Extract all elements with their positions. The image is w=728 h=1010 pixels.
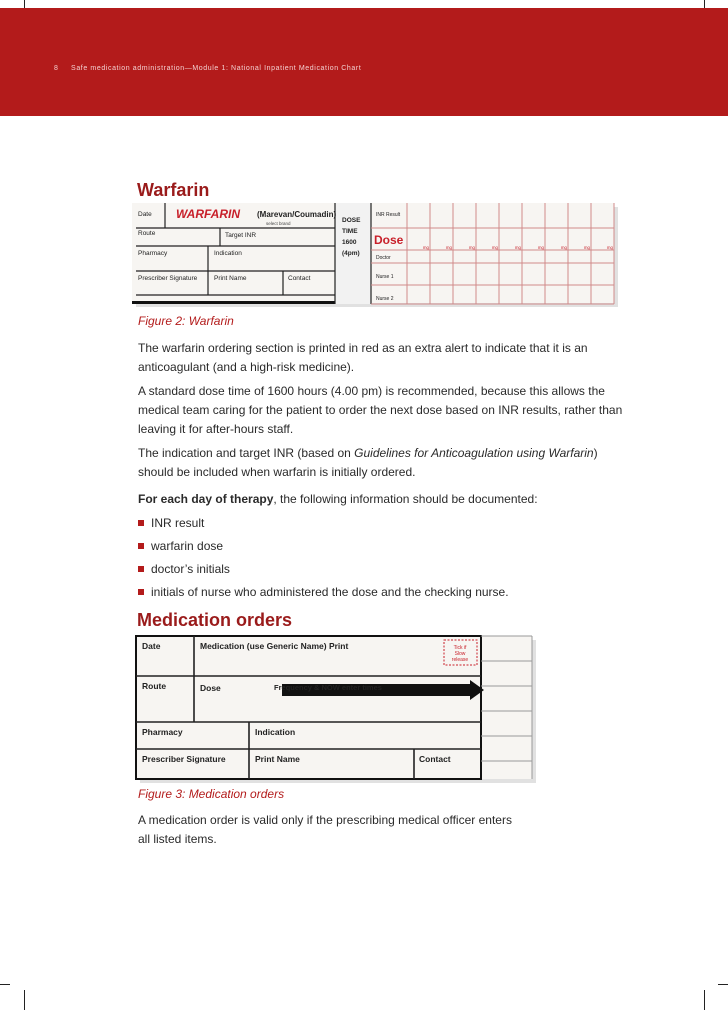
mo-date-label: Date: [142, 641, 161, 651]
wf-mg-unit: mg: [538, 245, 544, 250]
wf-brand: (Marevan/Coumadin): [257, 210, 337, 219]
wf-nurse2-label: Nurse 2: [376, 296, 394, 302]
wf-nurse1-label: Nurse 1: [376, 274, 394, 280]
wf-mg-unit: mg: [469, 245, 475, 250]
para-line-1: A medication order is valid only if the prescribing medical officer enters: [138, 813, 512, 827]
wf-inr-result-label: INR Result: [376, 212, 401, 218]
crop-mark: [24, 990, 25, 1010]
wf-warfarin-word: WARFARIN: [176, 207, 240, 221]
warfarin-para-2: A standard dose time of 1600 hours (4.00 pm) is recommended, because this allows the medical team caring for the patient to order the next dose based on INR results, rather than leaving it for after-hours staff.: [138, 384, 623, 436]
crop-mark: [704, 990, 705, 1010]
mo-dose-label: Dose: [200, 683, 221, 693]
wf-dose-time-line4: (4pm): [342, 250, 360, 257]
para-3-text-a: The indication and target INR (based on: [138, 446, 355, 460]
warfarin-figure: [130, 203, 620, 309]
mo-indication-label: Indication: [255, 727, 296, 737]
mo-tick-line1: Tick if: [453, 645, 467, 651]
wf-dose-time-line2: TIME: [342, 228, 358, 235]
list-item: doctor’s initials: [138, 560, 624, 583]
therapy-documentation-list: [138, 514, 624, 606]
wf-select-brand: select brand: [266, 221, 291, 226]
wf-contact-label: Contact: [288, 275, 311, 282]
wf-pharmacy-label: Pharmacy: [138, 250, 168, 257]
medication-orders-heading: Medication orders: [137, 610, 293, 630]
figure-3-caption: Figure 3: Medication orders: [138, 787, 285, 801]
mo-frequency-label: Frequency & NOW enter times: [274, 683, 382, 692]
wf-mg-unit: mg: [446, 245, 452, 250]
wf-print-name-label: Print Name: [214, 275, 247, 282]
mo-tick-line3: release: [451, 657, 469, 663]
wf-target-inr-label: Target INR: [225, 232, 257, 239]
list-item: warfarin dose: [138, 537, 624, 560]
medication-orders-para: [138, 811, 624, 849]
para-3-text-b: ) should be included when warfarin is initially ordered.: [138, 446, 598, 479]
bullet-square-icon: [138, 520, 144, 526]
warfarin-heading: Warfarin: [137, 180, 210, 200]
wf-mg-unit: mg: [584, 245, 590, 250]
wf-mg-unit: mg: [492, 245, 498, 250]
mo-pharmacy-label: Pharmacy: [142, 727, 183, 737]
mo-prescriber-label: Prescriber Signature: [142, 754, 226, 764]
wf-dose-time-line3: 1600: [342, 239, 357, 246]
wf-mg-unit: mg: [423, 245, 429, 250]
bullet-square-icon: [138, 543, 144, 549]
mo-tick-line2: Slow: [454, 651, 466, 657]
figure-2-caption: Figure 2: Warfarin: [138, 314, 234, 328]
crop-mark: [0, 984, 10, 985]
warfarin-para-4: [138, 490, 624, 509]
warfarin-para-1: The warfarin ordering section is printed in red as an extra alert to indicate that it is an anticoagulant (and a high-risk medicine).: [138, 341, 588, 374]
list-item: initials of nurse who administered the dose and the checking nurse.: [138, 583, 624, 606]
header-band: [0, 8, 728, 116]
running-header: [54, 65, 361, 72]
crop-mark: [704, 0, 705, 8]
guidelines-title: Guidelines for Anticoagulation using Warfarin: [354, 446, 594, 460]
mo-contact-label: Contact: [419, 754, 451, 764]
warfarin-para-3: [138, 444, 624, 482]
wf-mg-unit: mg: [561, 245, 567, 250]
para-line-2: all listed items.: [138, 832, 217, 846]
wf-doctor-label: Doctor: [376, 255, 391, 261]
list-item: INR result: [138, 514, 624, 537]
wf-date-label: Date: [138, 211, 152, 218]
wf-mg-unit: mg: [607, 245, 613, 250]
wf-route-label: Route: [138, 230, 156, 237]
page-number: 8: [54, 65, 59, 72]
wf-prescriber-label: Prescriber Signature: [138, 275, 198, 282]
para-4-bold: For each day of therapy: [138, 492, 274, 506]
crop-mark: [24, 0, 25, 8]
wf-dose-label: Dose: [374, 233, 404, 247]
mo-medication-label: Medication (use Generic Name) Print: [200, 641, 349, 651]
crop-mark: [718, 984, 728, 985]
running-title: Safe medication administration—Module 1: National Inpatient Medication Chart: [71, 65, 362, 72]
para-4-rest: , the following information should be documented:: [273, 492, 538, 506]
wf-mg-unit: mg: [515, 245, 521, 250]
medication-orders-figure: [134, 634, 538, 784]
wf-dose-time-line1: DOSE: [342, 217, 361, 224]
bullet-square-icon: [138, 589, 144, 595]
mo-print-name-label: Print Name: [255, 754, 300, 764]
bullet-square-icon: [138, 566, 144, 572]
wf-indication-label: Indication: [214, 250, 242, 257]
mo-route-label: Route: [142, 681, 167, 691]
